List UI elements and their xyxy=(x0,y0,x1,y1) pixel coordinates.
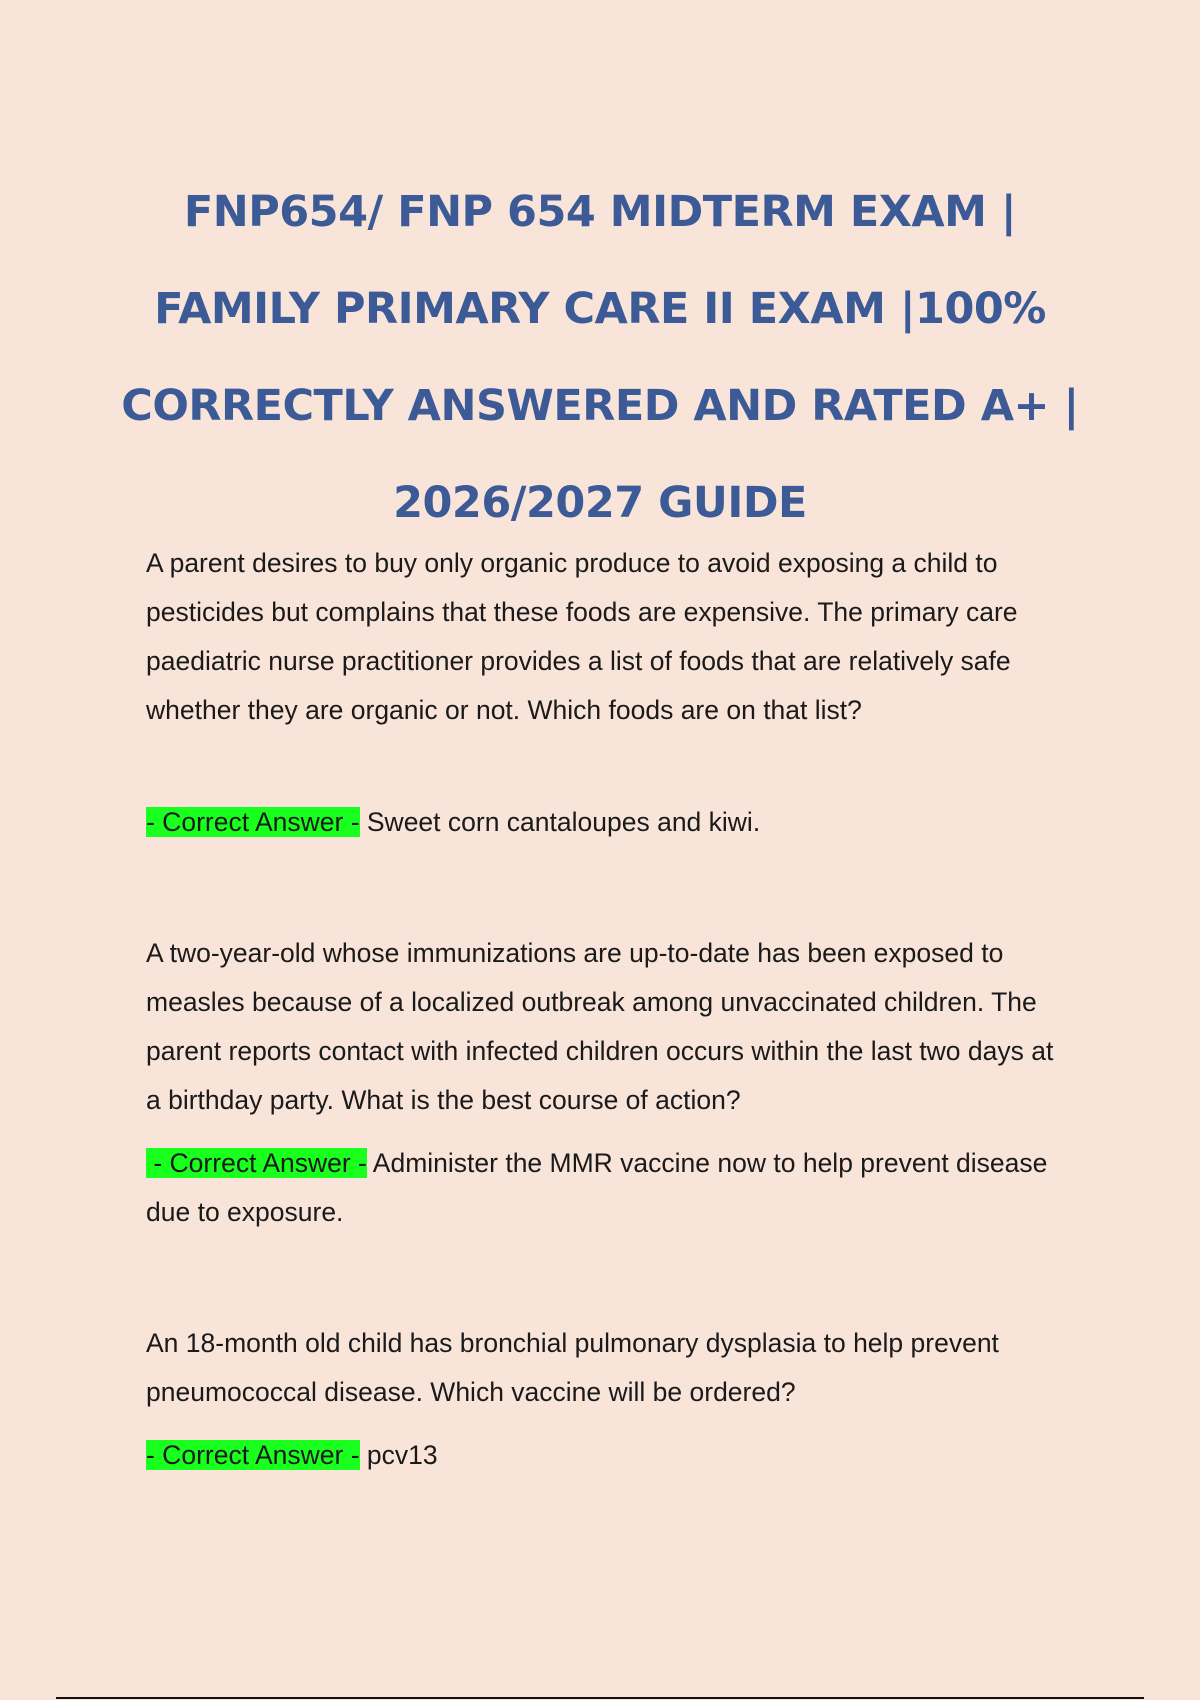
title-line: FAMILY PRIMARY CARE II EXAM |100% xyxy=(154,283,1046,334)
correct-answer-highlight: - Correct Answer - xyxy=(146,1148,367,1178)
answer-text: Administer the MMR vaccine now to help prevent disease due to exposure. xyxy=(146,1148,1048,1227)
title-line: 2026/2027 GUIDE xyxy=(393,477,807,528)
answer-text: pcv13 xyxy=(359,1440,438,1470)
question-1: A parent desires to buy only organic produce to avoid exposing a child to pesticides but complains that these foods are expensive. The primary care paediatric nurse practitioner provides a list of foods that are relatively safe whether they are organic or not. Which foods are on that list? xyxy=(146,548,1018,725)
document-title xyxy=(100,164,1100,552)
question-2: A two-year-old whose immunizations are up-to-date has been exposed to measles because of a localized outbreak among unvaccinated children. The parent reports contact with infected children occurs within the last two days at a birthday party. What is the best course of action? xyxy=(146,938,1054,1115)
title-line: FNP654/ FNP 654 MIDTERM EXAM | xyxy=(183,186,1017,237)
answer-1 xyxy=(146,798,1066,847)
correct-answer-highlight: - Correct Answer - xyxy=(146,1440,360,1470)
correct-answer-highlight: - Correct Answer - xyxy=(146,807,360,837)
answer-3 xyxy=(146,1431,1066,1480)
title-line: CORRECTLY ANSWERED AND RATED A+ | xyxy=(121,380,1079,431)
question-3: An 18-month old child has bronchial pulmonary dysplasia to help prevent pneumococcal disease. Which vaccine will be ordered? xyxy=(146,1328,999,1407)
page-divider xyxy=(56,1697,1144,1699)
answer-text: Sweet corn cantaloupes and kiwi. xyxy=(359,807,761,837)
answer-2 xyxy=(146,1139,1066,1237)
